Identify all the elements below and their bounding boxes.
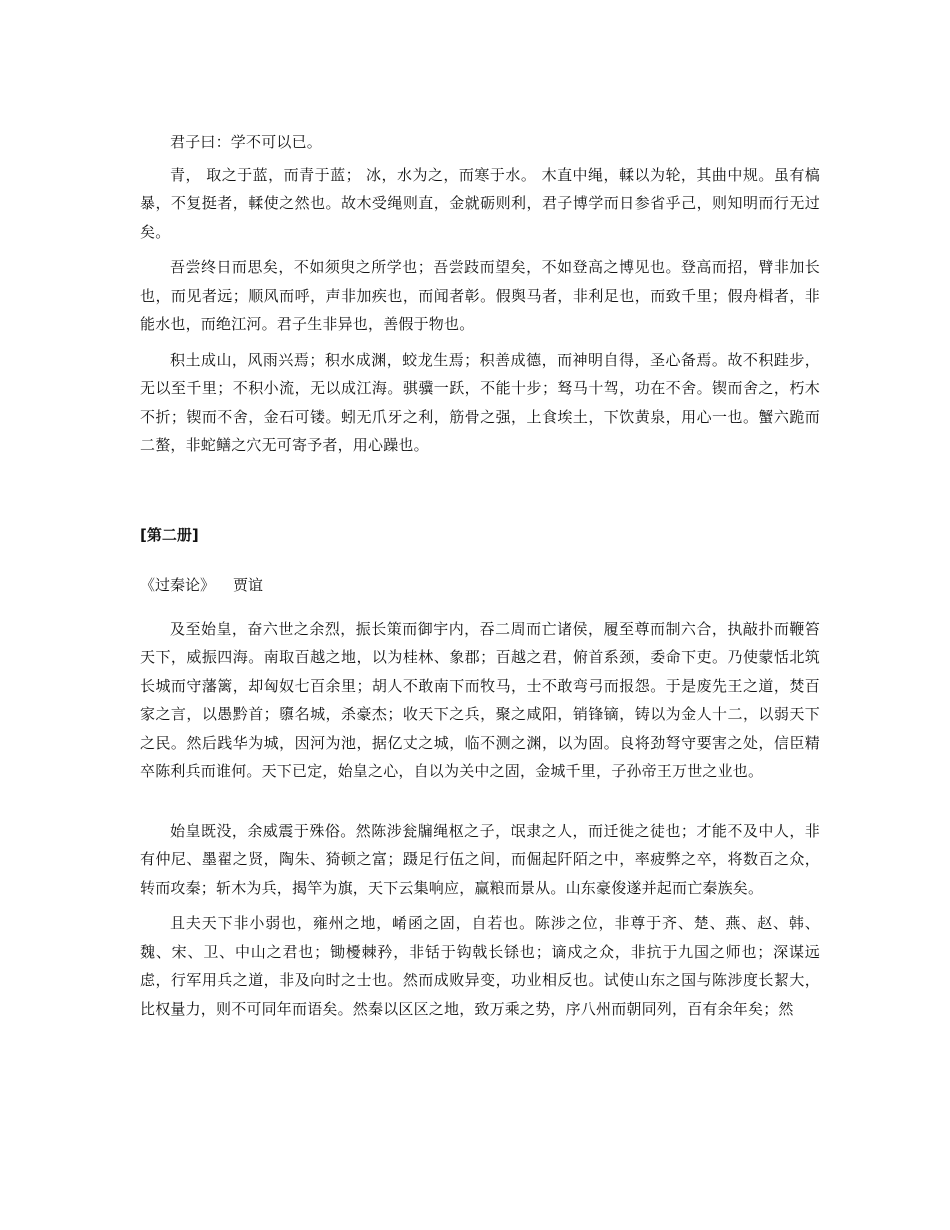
- section-spacer: [140, 467, 820, 521]
- paragraph: 积土成山，风雨兴焉；积水成渊，蛟龙生焉；积善成德，而神明自得，圣心备焉。故不积跬步，无以至千里；不积小流，无以成江海。骐骥一跃，不能十步；驽马十驾，功在不舍。锲而舍之，朽木不折；锲而不舍，金石可镂。蚓无爪牙之利，筋骨之强，上食埃土，下饮黄泉，用心一也。蟹六跪而二螯，非蛇鳝之穴无可寄予者，用心躁也。: [140, 350, 820, 454]
- paragraph: 青， 取之于蓝，而青于蓝； 冰，水为之，而寒于水。 木直中绳，輮以为轮，其曲中规。虽有槁暴，不复挺者，輮使之然也。故木受绳则直，金就砺则利，君子博学而日参省乎己，则知明而行无过矣。: [140, 165, 820, 241]
- paragraph: 及至始皇，奋六世之余烈，振长策而御宇内，吞二周而亡诸侯，履至尊而制六合，执敲扑而鞭笞天下，威振四海。南取百越之地，以为桂林、象郡；百越之君，俯首系颈，委命下吏。乃使蒙恬北筑长城而守藩篱，却匈奴七百余里；胡人不敢南下而牧马，士不敢弯弓而报怨。于是废先王之道，焚百家之言，以愚黔首；隳名城，杀豪杰；收天下之兵，聚之咸阳，销锋镝，铸以为金人十二，以弱天下之民。然后践华为城，因河为池，据亿丈之城，临不测之渊，以为固。良将劲弩守要害之处，信臣精卒陈利兵而谁何。天下已定，始皇之心，自以为关中之固，金城千里，子孙帝王万世之业也。: [140, 619, 820, 780]
- paragraph: 君子曰：学不可以已。: [170, 133, 323, 151]
- work-title-line: [140, 571, 820, 599]
- work-title: 《过秦论》: [140, 575, 216, 594]
- work-author: 贾谊: [233, 575, 264, 594]
- paragraph: 且夫天下非小弱也，雍州之地，崤函之固，自若也。陈涉之位，非尊于齐、楚、燕、赵、韩、魏、宋、卫、中山之君也；锄櫌棘矜，非铦于钩戟长铩也；谪戍之众，非抗于九国之师也；深谋远虑，行军用兵之道，非及向时之士也。然而成败异变，功业相反也。试使山东之国与陈涉度长絜大，比权量力，则不可同年而语矣。然秦以区区之地，致万乘之势，序八州而朝同列，百有余年矣；然: [140, 914, 820, 1018]
- paragraph-spacer: [140, 793, 820, 817]
- section-quanxue: [140, 128, 820, 460]
- paragraph: 始皇既没，余威震于殊俗。然陈涉瓮牖绳枢之子，氓隶之人，而迁徙之徒也；才能不及中人，非有仲尼、墨翟之贤，陶朱、猗顿之富；蹑足行伍之间，而倔起阡陌之中，率疲弊之卒，将数百之众，转而攻秦；斩木为兵，揭竿为旗，天下云集响应，赢粮而景从。山东豪俊遂并起而亡秦族矣。: [140, 821, 820, 897]
- document-page: [140, 128, 820, 1030]
- paragraph: 吾尝终日而思矣，不如须臾之所学也；吾尝跂而望矣，不如登高之博见也。登高而招，臂非加长也，而见者远；顺风而呼，声非加疾也，而闻者彰。假舆马者，非利足也，而致千里；假舟楫者，非能水也，而绝江河。君子生非异也，善假于物也。: [140, 258, 820, 333]
- section-guoqinlun: [140, 521, 820, 1024]
- volume-heading: [第二册]: [140, 525, 199, 544]
